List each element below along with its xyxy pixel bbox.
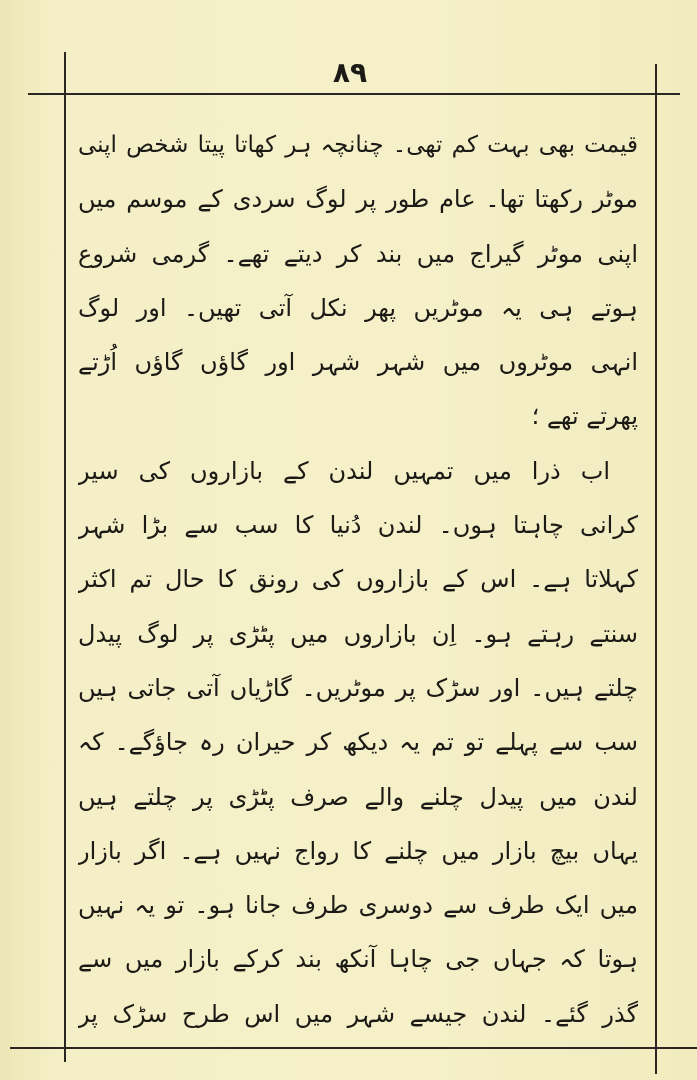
left-margin-rule <box>64 52 66 1062</box>
text-line: اپنی موٹر گیراج میں بند کر دیتے تھے۔ گرمی شروع <box>78 239 638 268</box>
text-line: سنتے رہتے ہو۔ اِن بازاروں میں پٹڑی پر لوگ پیدل <box>78 619 638 648</box>
right-margin-rule <box>655 64 657 1074</box>
text-line: لندن میں پیدل چلنے والے صرف پٹڑی پر چلتے ہیں <box>78 782 638 811</box>
text-line: چلتے ہیں۔ اور سڑک پر موٹریں۔ گاڑیاں آتی جاتی ہیں <box>78 673 638 702</box>
text-line: گذر گئے۔ لندن جیسے شہر میں اس طرح سڑک پر <box>78 999 638 1028</box>
page-number: ٨٩ <box>332 56 368 89</box>
footer-rule <box>10 1047 697 1049</box>
header-rule <box>28 93 680 95</box>
text-line: میں ایک طرف سے دوسری طرف جانا ہو۔ تو یہ نہیں <box>78 891 638 920</box>
text-line: کرانی چاہتا ہوں۔ لندن دُنیا کا سب سے بڑا شہر <box>78 511 638 540</box>
text-line: کہلاتا ہے۔ اس کے بازاروں کی رونق کا حال تم اکثر <box>78 565 638 594</box>
text-line: یہاں بیچ بازار میں چلنے کا رواج نہیں ہے۔ اگر بازار <box>78 836 638 865</box>
text-line: موٹر رکھتا تھا۔ عام طور پر لوگ سردی کے موسم میں <box>78 185 638 214</box>
body-text <box>78 118 638 1041</box>
text-line: پھرتے تھے ؛ <box>531 402 638 431</box>
text-line: اب ذرا میں تمہیں لندن کے بازاروں کی سیر <box>78 456 610 485</box>
text-line: سب سے پہلے تو تم یہ دیکھ کر حیران رہ جاؤگے۔ کہ <box>78 728 638 757</box>
text-line: قیمت بھی بہت کم تھی۔ چنانچہ ہر کھاتا پیتا شخص اپنی <box>78 132 638 158</box>
text-line: انہی موٹروں میں شہر شہر اور گاؤں گاؤں اُڑتے <box>78 348 638 377</box>
text-line: ہوتا کہ جہاں جی چاہا آنکھ بند کرکے بازار میں سے <box>78 945 638 974</box>
text-line: ہوتے ہی یہ موٹریں پھر نکل آتی تھیں۔ اور لوگ <box>78 293 638 322</box>
